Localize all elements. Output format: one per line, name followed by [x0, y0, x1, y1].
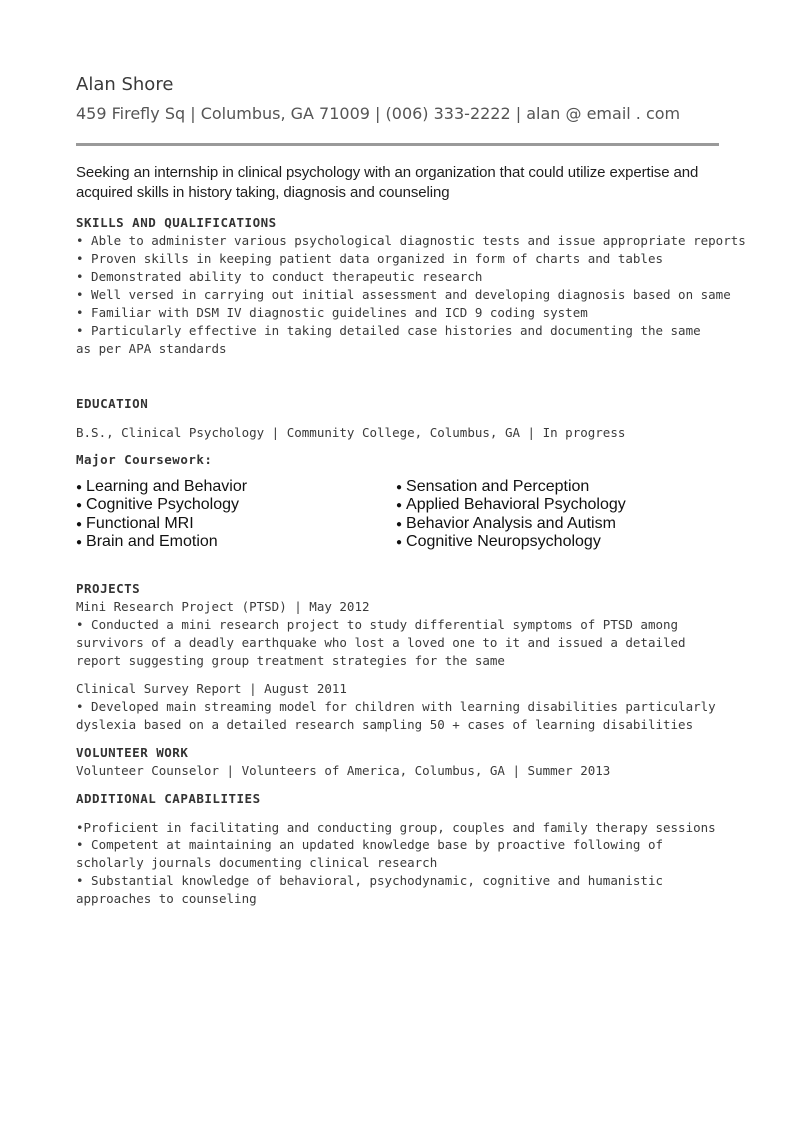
objective-statement: Seeking an internship in clinical psychology with an organization that could utilize expertise and acquired skills in history taking, diagnosis and counseling [76, 164, 699, 201]
course-item: ● Cognitive Neuropsychology [396, 533, 601, 550]
project-description: • Developed main streaming model for children with learning disabilities particularly dyslexia based on a detailed research sampling 50 + cases of learning disabilities [76, 699, 716, 732]
bullet-icon: ● [76, 519, 83, 530]
course-item: ● Applied Behavioral Psychology [396, 496, 626, 513]
course-item: ● Brain and Emotion [76, 533, 218, 550]
candidate-name: Alan Shore [76, 74, 174, 95]
skill-item: • Well versed in carrying out initial assessment and developing diagnosis based on same [76, 287, 731, 302]
skill-item: • Able to administer various psychological diagnostic tests and issue appropriate reports [76, 233, 746, 248]
course-item: ● Cognitive Psychology [76, 496, 240, 513]
course-item: ● Behavior Analysis and Autism [396, 515, 616, 532]
bullet-icon: ● [396, 500, 403, 511]
degree-entry: B.S., Clinical Psychology | Community College, Columbus, GA | In progress [76, 425, 626, 440]
projects-heading: PROJECTS [76, 581, 141, 596]
volunteer-heading: VOLUNTEER WORK [76, 745, 189, 760]
bullet-icon: ● [396, 519, 403, 530]
capability-item: •Proficient in facilitating and conducting group, couples and family therapy sessions [76, 820, 716, 835]
contact-line: 459 Firefly Sq | Columbus, GA 71009 | (006) 333-2222 | alan @ email . com [76, 104, 681, 123]
header-divider [76, 143, 719, 146]
additional-heading: ADDITIONAL CAPABILITIES [76, 791, 261, 806]
bullet-icon: ● [396, 537, 403, 548]
skill-item: • Proven skills in keeping patient data organized in form of charts and tables [76, 251, 663, 266]
bullet-icon: ● [396, 482, 403, 493]
education-heading: EDUCATION [76, 396, 149, 411]
coursework-heading: Major Coursework: [76, 452, 213, 467]
skill-item: • Familiar with DSM IV diagnostic guidelines and ICD 9 coding system [76, 305, 588, 320]
volunteer-entry: Volunteer Counselor | Volunteers of America, Columbus, GA | Summer 2013 [76, 763, 611, 778]
bullet-icon: ● [76, 537, 83, 548]
bullet-icon: ● [76, 500, 83, 511]
skill-item: • Particularly effective in taking detailed case histories and documenting the same as per APA standards [76, 323, 701, 356]
course-item: ● Learning and Behavior [76, 478, 248, 495]
skill-item: • Demonstrated ability to conduct therapeutic research [76, 269, 483, 284]
capability-item: • Substantial knowledge of behavioral, psychodynamic, cognitive and humanistic approaches to counseling [76, 873, 663, 906]
project-title: Mini Research Project (PTSD) | May 2012 [76, 599, 370, 614]
skills-heading: SKILLS AND QUALIFICATIONS [76, 215, 277, 230]
course-item: ● Sensation and Perception [396, 478, 590, 495]
project-title: Clinical Survey Report | August 2011 [76, 681, 347, 696]
capability-item: • Competent at maintaining an updated knowledge base by proactive following of scholarly journals documenting clinical research [76, 837, 663, 870]
course-item: ● Functional MRI [76, 515, 194, 532]
bullet-icon: ● [76, 482, 83, 493]
project-description: • Conducted a mini research project to study differential symptoms of PTSD among survivors of a deadly earthquake who lost a loved one to it and issued a detailed report suggesting group treatment strategies for the same [76, 617, 686, 668]
